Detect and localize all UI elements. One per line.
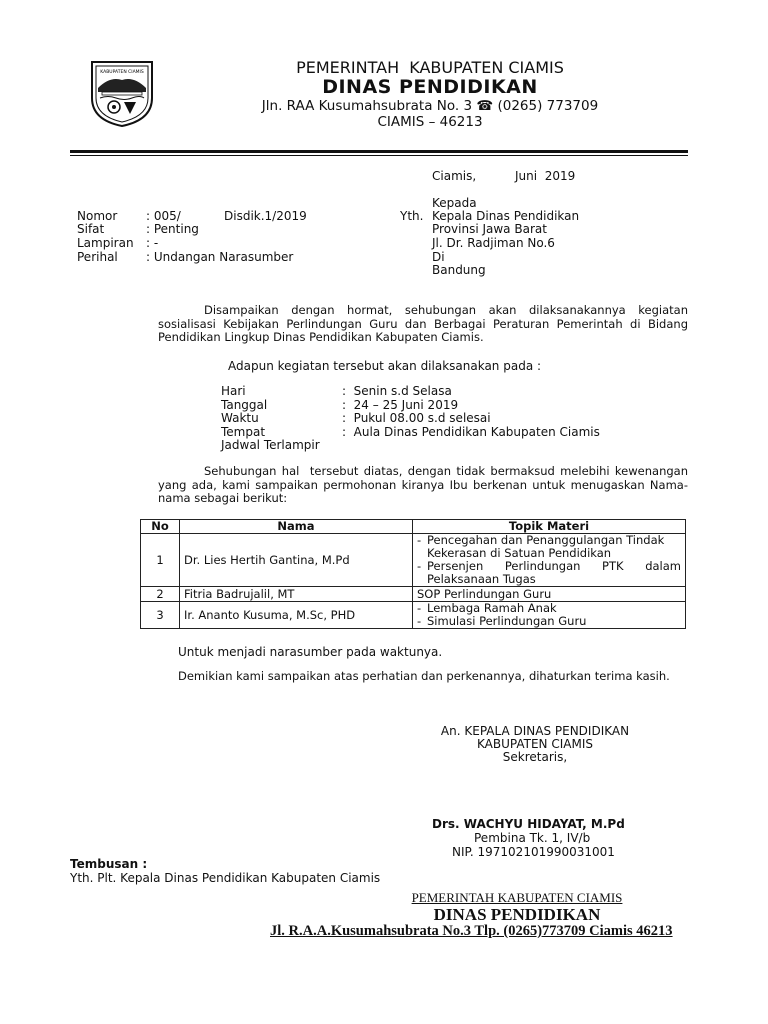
perihal-label: Perihal (77, 250, 118, 264)
recipient-kepada: Kepada (432, 196, 477, 210)
body-paragraph-2: Adapun kegiatan tersebut akan dilaksanakan pada : (228, 359, 542, 373)
schedule-value: : Senin s.d Selasa (342, 384, 452, 398)
ciamis-logo (88, 58, 156, 128)
footer-government: PEMERINTAH KABUPATEN CIAMIS (411, 890, 623, 905)
svg-text:KABUPATEN CIAMIS: KABUPATEN CIAMIS (100, 70, 144, 75)
table-header-row (141, 520, 686, 534)
date-value: Juni 2019 (515, 169, 576, 183)
table-cell-no: 1 (141, 534, 180, 587)
topic-item: - Pencegahan dan Penanggulangan Tindak Kekerasan di Satuan Pendidikan (417, 533, 665, 560)
table-row (141, 534, 686, 587)
table-cell-nama: Ir. Ananto Kusuma, M.Sc, PHD (180, 602, 413, 629)
ciamis-emblem-icon (88, 58, 156, 128)
table-cell-topics (413, 534, 686, 587)
nomor-value: : 005/ (146, 209, 181, 223)
footer-address: Jl. R.A.A.Kusumahsubrata No.3 Tlp. (0265)773709 Ciamis 46213 (270, 923, 673, 939)
signature-line-3: Sekretaris, (502, 750, 568, 764)
schedule-value: : Aula Dinas Pendidikan Kabupaten Ciamis (342, 425, 600, 439)
recipient-line: Bandung (432, 263, 486, 277)
perihal-value: : Undangan Narasumber (146, 250, 294, 264)
recipient-line: Di (432, 250, 445, 264)
table-row (141, 587, 686, 602)
header-divider-thick (70, 150, 688, 153)
table-cell-no: 2 (141, 587, 180, 602)
nomor-code: Disdik.1/2019 (224, 209, 307, 223)
header-phone: (0265) 773709 (497, 98, 599, 114)
speaker-table (140, 519, 686, 629)
schedule-value: : Pukul 08.00 s.d selesai (342, 411, 491, 425)
date-city: Ciamis, (432, 169, 477, 183)
body-paragraph-4: Untuk menjadi narasumber pada waktunya. (178, 645, 443, 659)
signature-line-1: An. KEPALA DINAS PENDIDIKAN (440, 724, 630, 738)
lampiran-label: Lampiran (77, 236, 134, 250)
table-header-nama: Nama (180, 520, 413, 534)
table-header-topik: Topik Materi (413, 520, 686, 534)
body-paragraph-3: Sehubungan hal tersebut diatas, dengan tidak bermaksud melebihi kewenangan yang ada, kami sampaikan permohonan kiranya Ibu berkenan untuk menugaskan Nama-nama sebagai berikut: (158, 464, 692, 505)
table-cell-nama: Fitria Badrujalil, MT (180, 587, 413, 602)
signatory-nip: NIP. 197102101990031001 (452, 845, 615, 859)
schedule-value: : 24 – 25 Juni 2019 (342, 398, 459, 412)
header-address: Jln. RAA Kusumahsubrata No. 3 (261, 98, 473, 114)
recipient-yth: Yth. (400, 209, 424, 223)
table-cell-topics (413, 602, 686, 629)
table-cell-topics (413, 587, 686, 602)
sifat-value: : Penting (146, 222, 199, 236)
nomor-label: Nomor (77, 209, 118, 223)
phone-icon: ☎ (476, 98, 494, 114)
body-paragraph-5: Demikian kami sampaikan atas perhatian dan perkenannya, dihaturkan terima kasih. (178, 669, 670, 683)
table-row (141, 602, 686, 629)
signatory-rank: Pembina Tk. 1, IV/b (474, 831, 591, 845)
footer-agency: DINAS PENDIDIKAN (433, 905, 601, 924)
body-paragraph-1: Disampaikan dengan hormat, sehubungan akan dilaksanakannya kegiatan sosialisasi Kebijakan Perlindungan Guru dan Berbagai Peraturan Pemerintah di Bidang Pendidikan Lingkup Dinas Pendidikan Kabupaten Ciamis. (158, 303, 688, 344)
schedule-label: Tanggal (221, 398, 268, 412)
jadwal-note: Jadwal Terlampir (221, 438, 320, 452)
recipient-line: Provinsi Jawa Barat (432, 222, 547, 236)
topic-item: - Persenjen Perlindungan PTK dalam Pelaksanaan Tugas (417, 559, 685, 586)
header-address-line (180, 98, 680, 114)
table-header-no: No (141, 520, 180, 534)
signature-line-2: KABUPATEN CIAMIS (477, 737, 593, 751)
header-agency: DINAS PENDIDIKAN (322, 76, 538, 98)
sifat-label: Sifat (77, 222, 105, 236)
table-cell-no: 3 (141, 602, 180, 629)
topic-item: SOP Perlindungan Guru (417, 586, 552, 601)
schedule-label: Hari (221, 384, 246, 398)
table-cell-nama: Dr. Lies Hertih Gantina, M.Pd (180, 534, 413, 587)
recipient-line: Kepala Dinas Pendidikan (432, 209, 580, 223)
header-government: PEMERINTAH KABUPATEN CIAMIS (296, 58, 564, 77)
schedule-label: Tempat (221, 425, 266, 439)
tembusan-item: Yth. Plt. Kepala Dinas Pendidikan Kabupaten Ciamis (70, 871, 381, 885)
topic-item: - Lembaga Ramah Anak (417, 601, 557, 615)
lampiran-value: : - (146, 236, 159, 250)
tembusan-title: Tembusan : (70, 857, 148, 871)
recipient-line: Jl. Dr. Radjiman No.6 (432, 236, 555, 250)
header-city: CIAMIS – 46213 (377, 114, 483, 130)
header-divider-thin (70, 155, 688, 156)
topic-item: - Simulasi Perlindungan Guru (417, 614, 587, 628)
signatory-name: Drs. WACHYU HIDAYAT, M.Pd (432, 817, 625, 831)
schedule-label: Waktu (221, 411, 259, 425)
